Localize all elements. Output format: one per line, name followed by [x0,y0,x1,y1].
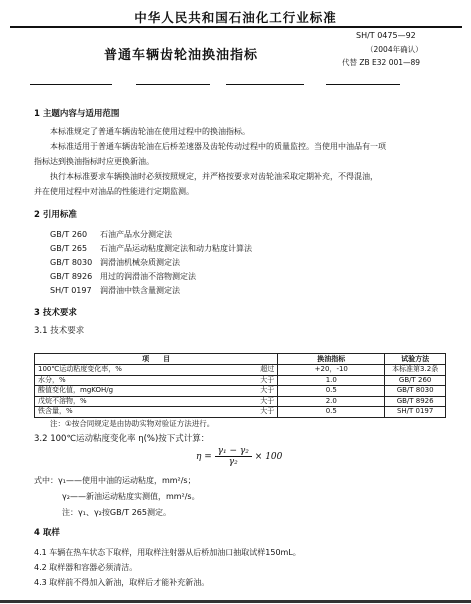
footer-rule [0,600,471,603]
reference-name: 润滑油中铁含量测定法 [100,286,180,295]
cell-item: 水分，% [35,375,246,386]
table-row [35,386,446,397]
table-note: 注：①按合同规定是由协助实物对验证方法进行。 [50,419,215,428]
cell-item: 铁含量，% [35,407,246,418]
standard-number: SH/T 0475—92 [356,31,416,40]
cell-condition: 大于 [245,407,278,418]
section-4-body [34,545,454,590]
formula-lhs: η = [196,452,212,462]
paragraph: 本标准适用于普通车辆齿轮油在后桥差速器及齿轮传动过程中的质量监控。当使用中油品有一项 [50,142,386,151]
formula-fraction [215,446,252,467]
reference-names [100,228,252,298]
cell-condition: 大于 [245,375,278,386]
subsection-3-1: 3.1 技术要求 [34,326,85,336]
cell-method: GB/T 8030 [385,386,446,397]
replaces-standard: 代替 ZB E32 001—89 [342,58,421,67]
section-2-heading: 2 引用标准 [34,210,77,220]
section-4-heading: 4 取样 [34,528,60,538]
reference-name: 石油产品运动粘度测定法和动力粘度计算法 [100,244,252,253]
paragraph: 指标达到换油指标时应更换新油。 [34,157,154,166]
formula-denominator: γ₂ [228,457,238,467]
table-row [35,365,446,376]
cell-item: 100℃运动粘度变化率，% [35,365,246,376]
reference-code: GB/T 260 [50,230,88,239]
formula-rhs: × 100 [254,452,283,462]
header-rule [10,26,462,28]
cell-condition: 大于 [245,396,278,407]
formula-numerator: γ₁ − γ₂ [215,446,252,457]
list-item: 4.1 车辆在热车状态下取样，用取样注射器从后桥加油口抽取试样150mL。 [34,548,301,557]
column-header-method: 试验方法 [385,354,446,365]
cell-limit: +20，-10 [278,365,385,376]
reference-codes [50,228,92,298]
section-3-heading: 3 技术要求 [34,308,77,318]
table-row [35,407,446,418]
reference-code: GB/T 8030 [50,258,93,267]
reference-code: GB/T 265 [50,244,88,253]
table-row [35,396,446,407]
document-title: 普通车辆齿轮油换油指标 [104,48,259,63]
table-header-row [35,354,446,365]
issuing-organization: 中华人民共和国石油化工行业标准 [134,10,337,25]
reference-code: GB/T 8926 [50,272,93,281]
reference-name: 石油产品水分测定法 [100,230,172,239]
reference-name: 用过的润滑油不溶物测定法 [100,272,196,281]
cell-item: 戊烷不溶物，% [35,396,246,407]
table-row [35,375,446,386]
cell-method: GB/T 8926 [385,396,446,407]
column-header-item: 项 目 [35,354,278,365]
formula-note: 注：γ₁、γ₂按GB/T 265测定。 [62,508,171,517]
section-1-heading: 1 主题内容与适用范围 [34,109,120,119]
list-item: 4.2 取样器和容器必须清洁。 [34,563,138,572]
cell-item: 酸值变化值，mgKOH/g [35,386,246,397]
subsection-3-2: 3.2 100℃运动粘度变化率 η(%)按下式计算： [34,434,210,444]
replacement-criteria-table [34,353,446,418]
cell-limit: 2.0 [278,396,385,407]
list-item: 4.3 取样前不得加入新油，取样后才能补充新油。 [34,578,210,587]
cell-limit: 0.5 [278,407,385,418]
signature-line-1 [30,84,112,85]
cell-method: 本标准第3.2条 [385,365,446,376]
column-header-limit: 换油指标 [278,354,385,365]
formula-where-1: 式中：γ₁——使用中油的运动粘度，mm²/s； [34,476,196,485]
paragraph: 并在使用过程中对油品的性能进行定期监测。 [34,187,194,196]
signature-line-2 [136,84,210,85]
section-1-body [34,124,444,199]
confirmation-year: （2004年确认） [366,45,423,54]
reference-name: 润滑油机械杂质测定法 [100,258,180,267]
cell-limit: 0.5 [278,386,385,397]
cell-method: GB/T 260 [385,375,446,386]
cell-method: SH/T 0197 [385,407,446,418]
cell-limit: 1.0 [278,375,385,386]
paragraph: 本标准规定了普通车辆齿轮油在使用过程中的换油指标。 [50,127,250,136]
viscosity-change-formula [196,446,282,467]
reference-code: SH/T 0197 [50,286,92,295]
signature-line-4 [326,84,400,85]
paragraph: 执行本标准要求车辆换油时必须按照规定，并严格按要求对齿轮油采取定期补充，不得混油， [50,172,378,181]
cell-condition: 超过 [245,365,278,376]
cell-condition: 大于 [245,386,278,397]
signature-line-3 [226,84,304,85]
formula-where-2: γ₂——新油运动粘度实测值，mm²/s。 [62,492,200,501]
